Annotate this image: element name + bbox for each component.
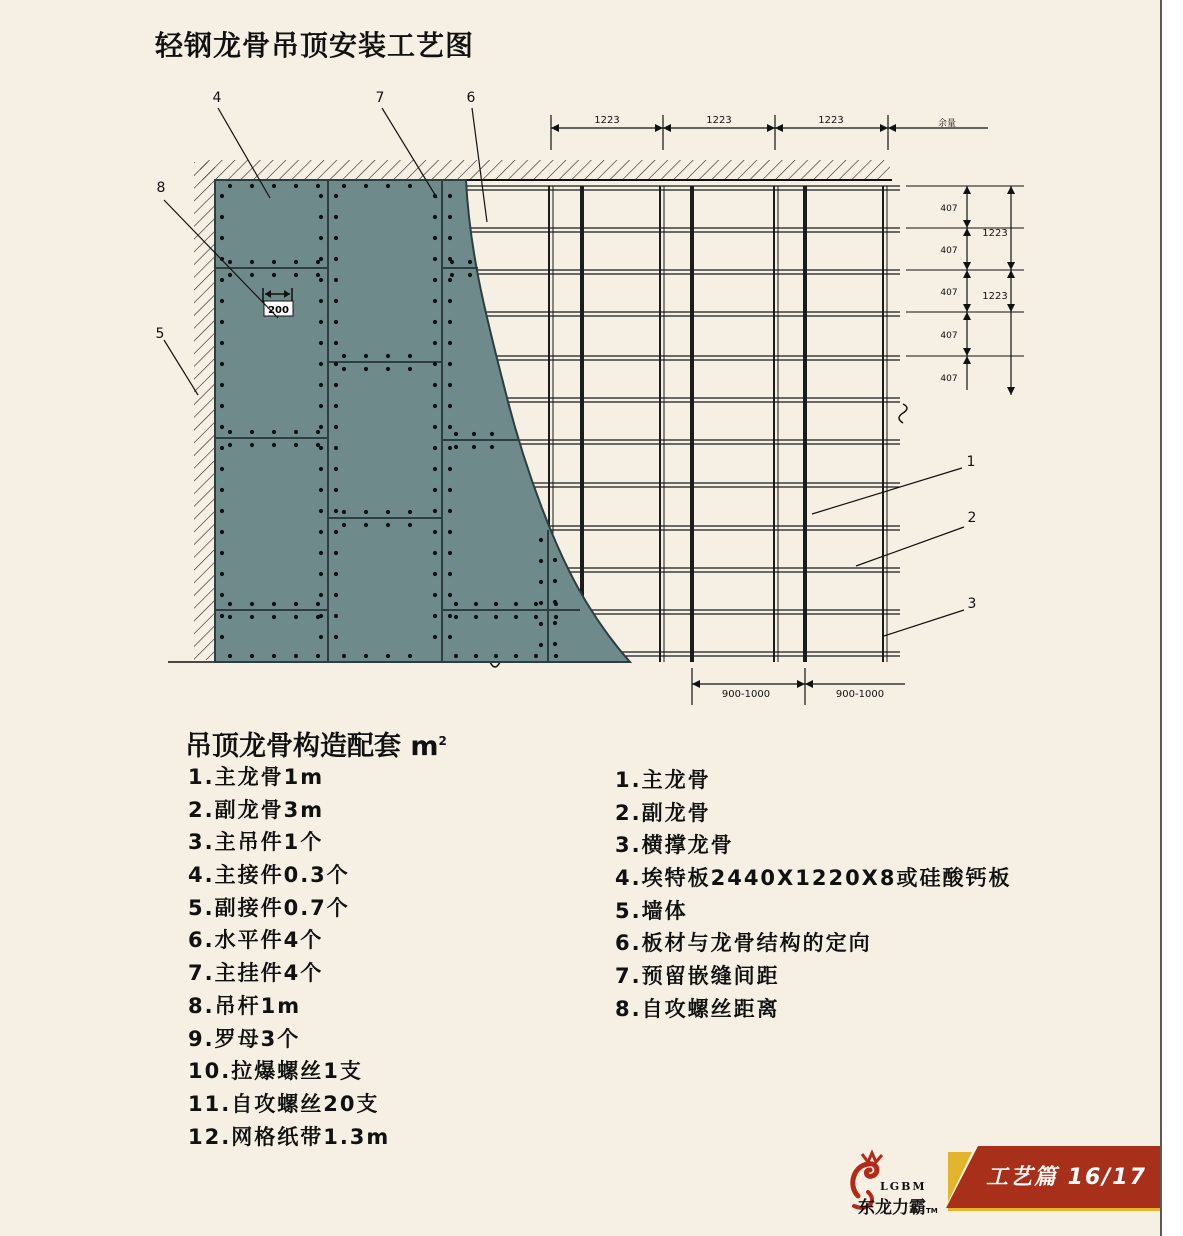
screw-dot — [319, 362, 323, 366]
screw-dot — [294, 273, 298, 277]
screw-dot — [433, 551, 437, 555]
screw-dot — [334, 299, 338, 303]
dimension-arrow — [692, 680, 700, 688]
dimension-arrow — [1007, 387, 1015, 395]
dimension-label: 407 — [940, 204, 958, 214]
legend-item: 4.埃特板2440X1220X8或硅酸钙板 — [615, 866, 1012, 891]
screw-dot — [553, 642, 557, 646]
screw-dot — [448, 320, 452, 324]
materials-item: 5.副接件0.7个 — [188, 895, 350, 920]
screw-dot — [220, 593, 224, 597]
screw-dot — [319, 551, 323, 555]
callout-number: 3 — [967, 596, 977, 612]
dimension-label: 407 — [940, 288, 958, 298]
screw-dot — [294, 602, 298, 606]
section-unit: m — [410, 731, 439, 762]
screw-dot — [272, 260, 276, 264]
screw-dot — [228, 654, 232, 658]
dimension-arrow — [963, 186, 971, 194]
screw-dot — [539, 643, 543, 647]
footer-page-tab — [946, 1146, 1160, 1208]
dimension-arrow — [551, 124, 559, 132]
dimension-label: 407 — [940, 331, 958, 341]
screw-dot — [220, 278, 224, 282]
screw-dot — [294, 443, 298, 447]
screw-dot — [450, 273, 454, 277]
section-title — [185, 724, 447, 763]
screw-dot — [334, 425, 338, 429]
screw-dot — [250, 184, 254, 188]
screw-dot — [364, 354, 368, 358]
screw-dot — [319, 257, 323, 261]
screw-dot — [386, 523, 390, 527]
screw-dot — [514, 654, 518, 658]
screw-dot — [250, 615, 254, 619]
screw-dot — [272, 615, 276, 619]
screw-dot — [250, 430, 254, 434]
dimension-label: 407 — [940, 246, 958, 256]
screw-dot — [490, 432, 494, 436]
screw-dot — [554, 615, 558, 619]
screw-dot — [228, 430, 232, 434]
section-title-text: 吊顶龙骨构造配套 — [185, 731, 401, 762]
screw-dot — [250, 654, 254, 658]
screw-dot — [448, 362, 452, 366]
screw-spacing-label: 200 — [268, 305, 289, 316]
screw-dot — [228, 443, 232, 447]
screw-dot — [334, 236, 338, 240]
screw-dot — [454, 615, 458, 619]
screw-dot — [250, 273, 254, 277]
screw-dot — [334, 614, 338, 618]
screw-dot — [319, 278, 323, 282]
dimension-label: 900-1000 — [835, 689, 885, 700]
screw-dot — [220, 509, 224, 513]
screw-dot — [474, 602, 478, 606]
screw-dot — [433, 635, 437, 639]
screw-dot — [250, 260, 254, 264]
screw-dot — [448, 551, 452, 555]
screw-dot — [408, 510, 412, 514]
screw-dot — [319, 425, 323, 429]
screw-dot — [433, 299, 437, 303]
screw-dot — [514, 615, 518, 619]
screw-dot — [454, 445, 458, 449]
screw-dot — [433, 383, 437, 387]
screw-dot — [334, 530, 338, 534]
screw-dot — [319, 446, 323, 450]
screw-dot — [228, 273, 232, 277]
materials-list — [188, 761, 390, 1153]
screw-dot — [272, 602, 276, 606]
legend-item: 6.板材与龙骨结构的定向 — [615, 931, 872, 956]
screw-dot — [454, 654, 458, 658]
logo-cn-text — [858, 1193, 938, 1218]
screw-dot — [316, 260, 320, 264]
screw-dot — [342, 184, 346, 188]
screw-dot — [433, 404, 437, 408]
screw-dot — [454, 602, 458, 606]
screw-dot — [386, 367, 390, 371]
screw-dot — [272, 273, 276, 277]
screw-dot — [448, 488, 452, 492]
screw-dot — [448, 509, 452, 513]
wall-hatch-top — [200, 160, 890, 180]
screw-dot — [433, 446, 437, 450]
screw-dot — [433, 236, 437, 240]
screw-dot — [448, 425, 452, 429]
screw-dot — [433, 425, 437, 429]
screw-dot — [294, 615, 298, 619]
screw-dot — [494, 602, 498, 606]
screw-dot — [534, 615, 538, 619]
screw-dot — [294, 430, 298, 434]
dimension-label: 1223 — [982, 228, 1008, 239]
screw-dot — [220, 572, 224, 576]
screw-dot — [342, 354, 346, 358]
screw-dot — [386, 354, 390, 358]
materials-item: 9.罗母3个 — [188, 1026, 301, 1051]
screw-dot — [408, 654, 412, 658]
page-title: 轻钢龙骨吊顶安装工艺图 — [155, 29, 475, 62]
screw-dot — [494, 615, 498, 619]
screw-dot — [334, 341, 338, 345]
screw-dot — [250, 443, 254, 447]
screw-dot — [472, 445, 476, 449]
dimension-arrow — [797, 680, 805, 688]
screw-dot — [334, 446, 338, 450]
materials-item: 3.主吊件1个 — [188, 830, 324, 855]
screw-dot — [408, 523, 412, 527]
dimension-arrow — [1007, 304, 1015, 312]
logo-brand: 东龙力霸 — [858, 1198, 926, 1218]
screw-dot — [316, 615, 320, 619]
screw-dot — [408, 354, 412, 358]
dimension-arrow — [1007, 262, 1015, 270]
screw-dot — [433, 257, 437, 261]
screw-dot — [228, 602, 232, 606]
screw-dot — [342, 654, 346, 658]
screw-dot — [334, 383, 338, 387]
screw-dot — [228, 184, 232, 188]
screw-dot — [220, 194, 224, 198]
screw-dot — [319, 383, 323, 387]
screw-dot — [319, 467, 323, 471]
screw-dot — [448, 467, 452, 471]
materials-item: 4.主接件0.3个 — [188, 863, 350, 888]
screw-dot — [250, 602, 254, 606]
callout-number: 2 — [967, 510, 977, 526]
screw-dot — [408, 367, 412, 371]
screw-dot — [220, 404, 224, 408]
screw-dot — [433, 341, 437, 345]
callout-number: 4 — [212, 90, 222, 106]
screw-dot — [220, 614, 224, 618]
screw-dot — [534, 602, 538, 606]
screw-dot — [319, 404, 323, 408]
screw-dot — [433, 530, 437, 534]
dimension-arrow — [963, 220, 971, 228]
dimension-label: 余量 — [937, 119, 957, 129]
screw-dot — [220, 467, 224, 471]
screw-dot — [454, 432, 458, 436]
screw-dot — [220, 215, 224, 219]
screw-dot — [433, 467, 437, 471]
screw-dot — [334, 404, 338, 408]
screw-dot — [272, 430, 276, 434]
screw-dot — [450, 260, 454, 264]
callout-number: 7 — [375, 90, 385, 106]
screw-dot — [448, 236, 452, 240]
screw-dot — [494, 654, 498, 658]
screw-dot — [468, 260, 472, 264]
screw-dot — [408, 184, 412, 188]
screw-dot — [220, 362, 224, 366]
materials-item: 1.主龙骨1m — [188, 765, 325, 789]
dimension-label: 1223 — [706, 115, 732, 126]
screw-dot — [534, 654, 538, 658]
screw-dot — [334, 257, 338, 261]
screw-dot — [474, 615, 478, 619]
screw-dot — [220, 635, 224, 639]
screw-dot — [364, 523, 368, 527]
screw-dot — [448, 278, 452, 282]
screw-dot — [553, 600, 557, 604]
screw-dot — [334, 593, 338, 597]
callout-number: 1 — [966, 454, 976, 470]
screw-dot — [386, 184, 390, 188]
screw-dot — [342, 510, 346, 514]
dimension-arrow — [775, 124, 783, 132]
dimension-arrow — [963, 270, 971, 278]
screw-dot — [364, 184, 368, 188]
screw-dot — [386, 510, 390, 514]
screw-dot — [319, 572, 323, 576]
screw-dot — [433, 509, 437, 513]
screw-dot — [334, 551, 338, 555]
gypsum-board-area — [215, 180, 630, 662]
screw-dot — [272, 443, 276, 447]
screw-dot — [319, 593, 323, 597]
section-unit-sup: 2 — [438, 734, 447, 748]
legend-item: 8.自攻螺丝距离 — [615, 996, 780, 1021]
screw-dot — [334, 194, 338, 198]
screw-dot — [334, 467, 338, 471]
legend-item: 2.副龙骨 — [615, 800, 711, 825]
screw-dot — [364, 654, 368, 658]
callout-number: 6 — [466, 90, 476, 106]
screw-dot — [272, 654, 276, 658]
screw-dot — [316, 443, 320, 447]
dimension-arrow — [805, 680, 813, 688]
legend-item: 5.墙体 — [615, 898, 688, 923]
materials-item: 8.吊杆1m — [188, 993, 302, 1018]
screw-dot — [539, 622, 543, 626]
screw-dot — [539, 601, 543, 605]
screw-dot — [539, 580, 543, 584]
screw-dot — [433, 572, 437, 576]
screw-dot — [448, 530, 452, 534]
legend-list — [615, 764, 1011, 1026]
dimension-arrow — [963, 356, 971, 364]
legend-item: 7.预留嵌缝间距 — [615, 964, 780, 989]
screw-dot — [334, 320, 338, 324]
dimension-arrow — [963, 262, 971, 270]
dimension-lines — [551, 115, 1024, 705]
screw-dot — [334, 572, 338, 576]
screw-dot — [319, 194, 323, 198]
footer-underline — [948, 1208, 1160, 1211]
screw-dot — [448, 194, 452, 198]
screw-dot — [220, 236, 224, 240]
screw-dot — [490, 445, 494, 449]
screw-dot — [334, 509, 338, 513]
screw-dot — [319, 488, 323, 492]
screw-dot — [433, 278, 437, 282]
screw-dot — [448, 215, 452, 219]
screw-dot — [334, 362, 338, 366]
dimension-label: 1223 — [594, 115, 620, 126]
screw-dot — [334, 278, 338, 282]
materials-item: 11.自攻螺丝20支 — [188, 1091, 380, 1116]
screw-dot — [316, 602, 320, 606]
dimension-arrow — [663, 124, 671, 132]
materials-item: 10.拉爆螺丝1支 — [188, 1059, 363, 1084]
screw-dot — [448, 572, 452, 576]
screw-dot — [553, 621, 557, 625]
screw-dot — [220, 320, 224, 324]
screw-dot — [319, 320, 323, 324]
screw-dot — [539, 538, 543, 542]
callout-number: 5 — [155, 326, 165, 342]
dimension-arrow — [963, 304, 971, 312]
screw-dot — [448, 593, 452, 597]
screw-dot — [553, 579, 557, 583]
dimension-arrow — [1007, 270, 1015, 278]
screw-dot — [319, 341, 323, 345]
screw-dot — [468, 273, 472, 277]
dimension-arrow — [1007, 186, 1015, 194]
screw-dot — [554, 654, 558, 658]
screw-dot — [364, 367, 368, 371]
screw-dot — [433, 488, 437, 492]
screw-dot — [514, 602, 518, 606]
screw-dot — [334, 488, 338, 492]
logo-latin-text: LGBM — [880, 1180, 927, 1193]
dimension-arrow — [888, 124, 896, 132]
footer-page-label: 工艺篇 16/17 — [986, 1165, 1147, 1190]
screw-dot — [316, 654, 320, 658]
screw-dot — [319, 215, 323, 219]
screw-dot — [319, 509, 323, 513]
screw-dot — [472, 432, 476, 436]
break-mark-right — [899, 404, 907, 423]
dimension-label: 407 — [940, 374, 958, 384]
screw-dot — [220, 488, 224, 492]
materials-item: 7.主挂件4个 — [188, 961, 324, 986]
screw-dot — [228, 260, 232, 264]
screw-dot — [433, 215, 437, 219]
screw-dot — [334, 635, 338, 639]
dimension-label: 900-1000 — [721, 689, 771, 700]
screw-dot — [539, 559, 543, 563]
screw-dot — [342, 367, 346, 371]
screw-dot — [448, 404, 452, 408]
screw-dot — [220, 530, 224, 534]
screw-dot — [228, 615, 232, 619]
screw-dot — [294, 184, 298, 188]
screw-dot — [319, 530, 323, 534]
materials-item: 6.水平件4个 — [188, 928, 324, 953]
screw-dot — [553, 558, 557, 562]
materials-item: 2.副龙骨3m — [188, 797, 325, 822]
wall-hatch-left — [194, 162, 215, 660]
screw-dot — [220, 383, 224, 387]
screw-dot — [448, 446, 452, 450]
screw-dot — [433, 320, 437, 324]
legend-item: 1.主龙骨 — [615, 768, 711, 792]
screw-dot — [448, 299, 452, 303]
dimension-label: 1223 — [982, 291, 1008, 302]
callout-number: 8 — [156, 180, 166, 196]
screw-dot — [294, 260, 298, 264]
page-right-edge — [1160, 0, 1183, 1236]
screw-dot — [433, 593, 437, 597]
screw-dot — [316, 430, 320, 434]
screw-dot — [342, 523, 346, 527]
screw-dot — [319, 635, 323, 639]
screw-dot — [319, 299, 323, 303]
screw-dot — [294, 654, 298, 658]
screw-dot — [220, 446, 224, 450]
dimension-arrow — [880, 124, 888, 132]
screw-dot — [448, 341, 452, 345]
screw-dot — [474, 654, 478, 658]
logo-tm: TM — [926, 1207, 938, 1215]
dimension-arrow — [655, 124, 663, 132]
materials-item: 12.网格纸带1.3m — [188, 1124, 391, 1149]
dimension-label: 1223 — [818, 115, 844, 126]
screw-dot — [448, 635, 452, 639]
dimension-arrow — [767, 124, 775, 132]
screw-dot — [334, 215, 338, 219]
screw-dot — [433, 614, 437, 618]
screw-dot — [220, 299, 224, 303]
dimension-arrow — [963, 228, 971, 236]
screw-dot — [220, 425, 224, 429]
footer-accent-stripe — [948, 1152, 972, 1202]
screw-dot — [316, 184, 320, 188]
screw-dot — [448, 383, 452, 387]
screw-dot — [364, 510, 368, 514]
screw-dot — [386, 654, 390, 658]
dimension-arrow — [963, 348, 971, 356]
screw-dot — [319, 236, 323, 240]
screw-dot — [316, 273, 320, 277]
screw-dot — [220, 551, 224, 555]
screw-dot — [220, 341, 224, 345]
screw-dot — [433, 362, 437, 366]
dimension-arrow — [963, 312, 971, 320]
screw-dot — [448, 614, 452, 618]
screw-dot — [272, 184, 276, 188]
legend-item: 3.横撑龙骨 — [615, 833, 734, 858]
